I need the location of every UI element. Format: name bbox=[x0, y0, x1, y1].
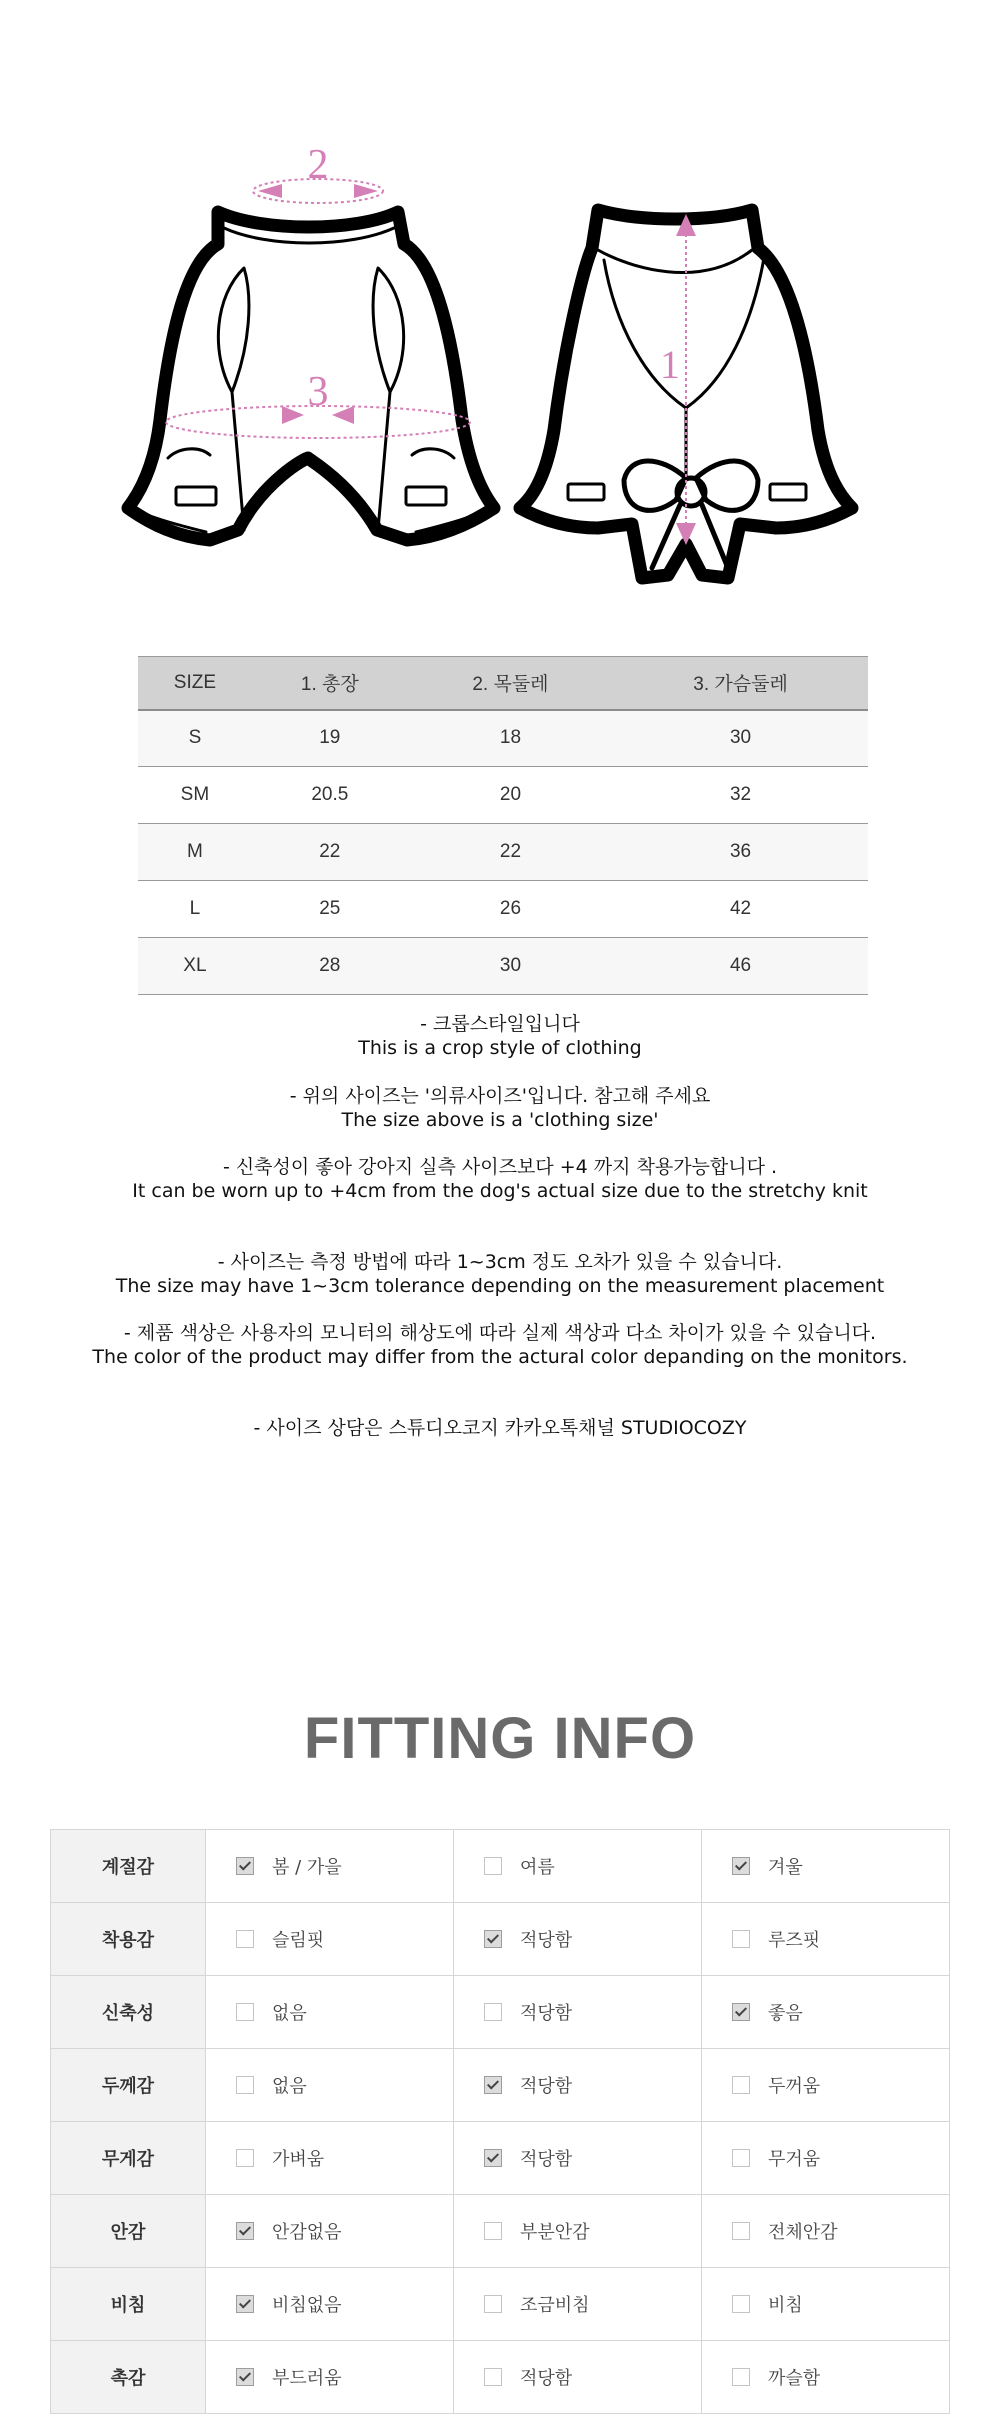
fitting-option[interactable] bbox=[702, 2341, 950, 2414]
option-label: 비침 bbox=[768, 2295, 803, 2316]
checkbox-icon[interactable] bbox=[236, 2076, 254, 2094]
fitting-option[interactable] bbox=[702, 1903, 950, 1976]
size-table bbox=[138, 656, 868, 995]
note-english: This is a crop style of clothing bbox=[358, 1037, 642, 1059]
fitting-option[interactable] bbox=[454, 2341, 702, 2414]
length-cell: 28 bbox=[252, 938, 408, 995]
length-cell: 20.5 bbox=[252, 767, 408, 824]
neck-cell: 18 bbox=[408, 710, 613, 767]
fitting-row-thickness bbox=[51, 2049, 950, 2122]
header-length: 1. 총장 bbox=[252, 657, 408, 710]
note-color bbox=[0, 1321, 1000, 1369]
checkbox-icon[interactable] bbox=[236, 2295, 254, 2313]
note-english: It can be worn up to +4cm from the dog's actual size due to the stretchy knit bbox=[132, 1180, 868, 1202]
fitting-option[interactable] bbox=[206, 2195, 454, 2268]
fitting-option[interactable] bbox=[454, 2122, 702, 2195]
option-label: 부분안감 bbox=[520, 2222, 590, 2243]
neck-cell: 22 bbox=[408, 824, 613, 881]
note-consult bbox=[0, 1416, 1000, 1440]
note-english: The size above is a 'clothing size' bbox=[341, 1109, 659, 1131]
length-measure-label: 1 bbox=[660, 342, 680, 387]
neck-measure-label: 2 bbox=[307, 142, 329, 188]
checkbox-icon[interactable] bbox=[236, 2368, 254, 2386]
checkbox-icon[interactable] bbox=[732, 2076, 750, 2094]
garment-size-diagram bbox=[0, 0, 1000, 630]
size-cell: L bbox=[138, 881, 252, 938]
note-korean: - 신축성이 좋아 강아지 실측 사이즈보다 +4 까지 착용가능합니다 . bbox=[222, 1156, 778, 1178]
fitting-option[interactable] bbox=[206, 1903, 454, 1976]
fitting-category: 착용감 bbox=[51, 1903, 206, 1976]
checkbox-icon[interactable] bbox=[236, 2222, 254, 2240]
fitting-category: 두께감 bbox=[51, 2049, 206, 2122]
option-label: 없음 bbox=[272, 2076, 307, 2097]
option-label: 비침없음 bbox=[272, 2295, 342, 2316]
fitting-row-season bbox=[51, 1830, 950, 1903]
checkbox-icon[interactable] bbox=[484, 1857, 502, 1875]
checkbox-icon[interactable] bbox=[484, 2003, 502, 2021]
checkbox-icon[interactable] bbox=[732, 2003, 750, 2021]
size-row bbox=[138, 824, 868, 881]
option-label: 여름 bbox=[520, 1857, 555, 1878]
checkbox-icon[interactable] bbox=[484, 2222, 502, 2240]
fitting-option[interactable] bbox=[454, 1903, 702, 1976]
fitting-option[interactable] bbox=[702, 2195, 950, 2268]
length-cell: 22 bbox=[252, 824, 408, 881]
size-cell: SM bbox=[138, 767, 252, 824]
fitting-category: 무게감 bbox=[51, 2122, 206, 2195]
fitting-option[interactable] bbox=[454, 2049, 702, 2122]
option-label: 가벼움 bbox=[272, 2149, 325, 2170]
neck-cell: 26 bbox=[408, 881, 613, 938]
option-label: 적당함 bbox=[520, 2076, 573, 2097]
checkbox-icon[interactable] bbox=[484, 2149, 502, 2167]
option-label: 슬림핏 bbox=[272, 1930, 325, 1951]
option-label: 적당함 bbox=[520, 2368, 573, 2389]
option-label: 적당함 bbox=[520, 2003, 573, 2024]
size-row bbox=[138, 767, 868, 824]
option-label: 겨울 bbox=[768, 1857, 803, 1878]
option-label: 전체안감 bbox=[768, 2222, 838, 2243]
option-label: 안감없음 bbox=[272, 2222, 342, 2243]
option-label: 무거움 bbox=[768, 2149, 821, 2170]
size-cell: M bbox=[138, 824, 252, 881]
fitting-option[interactable] bbox=[206, 2049, 454, 2122]
checkbox-icon[interactable] bbox=[732, 1857, 750, 1875]
fitting-option[interactable] bbox=[702, 1976, 950, 2049]
fitting-row-fit bbox=[51, 1903, 950, 1976]
length-cell: 25 bbox=[252, 881, 408, 938]
note-korean: - 위의 사이즈는 '의류사이즈'입니다. 참고해 주세요 bbox=[289, 1085, 711, 1107]
size-row bbox=[138, 881, 868, 938]
option-label: 적당함 bbox=[520, 2149, 573, 2170]
chest-cell: 30 bbox=[613, 710, 868, 767]
fitting-option[interactable] bbox=[702, 2268, 950, 2341]
neck-cell: 20 bbox=[408, 767, 613, 824]
option-label: 좋음 bbox=[768, 2003, 803, 2024]
header-neck: 2. 목둘레 bbox=[408, 657, 613, 710]
fitting-option[interactable] bbox=[702, 2122, 950, 2195]
option-label: 없음 bbox=[272, 2003, 307, 2024]
length-cell: 19 bbox=[252, 710, 408, 767]
chest-cell: 32 bbox=[613, 767, 868, 824]
note-english: The size may have 1~3cm tolerance depending on the measurement placement bbox=[115, 1275, 885, 1297]
header-chest: 3. 가슴둘레 bbox=[613, 657, 868, 710]
chest-cell: 36 bbox=[613, 824, 868, 881]
fitting-info-table bbox=[50, 1829, 950, 2414]
checkbox-icon[interactable] bbox=[236, 2003, 254, 2021]
checkbox-icon[interactable] bbox=[236, 2149, 254, 2167]
fitting-option[interactable] bbox=[206, 2122, 454, 2195]
checkbox-icon[interactable] bbox=[732, 2368, 750, 2386]
fitting-option[interactable] bbox=[702, 1830, 950, 1903]
neck-cell: 30 bbox=[408, 938, 613, 995]
fitting-option[interactable] bbox=[206, 1976, 454, 2049]
size-row bbox=[138, 938, 868, 995]
option-label: 봄 / 가을 bbox=[272, 1857, 342, 1878]
checkbox-icon[interactable] bbox=[732, 1930, 750, 1948]
fitting-option[interactable] bbox=[702, 2049, 950, 2122]
fitting-option[interactable] bbox=[206, 2341, 454, 2414]
note-clothing-size bbox=[0, 1084, 1000, 1132]
fitting-option[interactable] bbox=[454, 2268, 702, 2341]
checkbox-icon[interactable] bbox=[732, 2149, 750, 2167]
size-cell: S bbox=[138, 710, 252, 767]
option-label: 루즈핏 bbox=[768, 1930, 821, 1951]
checkbox-icon[interactable] bbox=[236, 1857, 254, 1875]
header-size: SIZE bbox=[138, 657, 252, 710]
size-table-header-row bbox=[138, 657, 868, 710]
fitting-option[interactable] bbox=[206, 2268, 454, 2341]
note-english: The color of the product may differ from the actural color depanding on the monitors. bbox=[92, 1346, 908, 1368]
checkbox-icon[interactable] bbox=[732, 2295, 750, 2313]
option-label: 두꺼움 bbox=[768, 2076, 821, 2097]
note-korean: - 제품 색상은 사용자의 모니터의 해상도에 따라 실제 색상과 다소 차이가 있을 수 있습니다. bbox=[123, 1322, 877, 1344]
fitting-category: 계절감 bbox=[51, 1830, 206, 1903]
fitting-category: 비침 bbox=[51, 2268, 206, 2341]
note-korean: - 사이즈 상담은 스튜디오코지 카카오톡채널 STUDIOCOZY bbox=[253, 1417, 747, 1439]
note-korean: - 크롭스타일입니다 bbox=[420, 1013, 580, 1035]
note-stretch bbox=[0, 1155, 1000, 1203]
chest-cell: 46 bbox=[613, 938, 868, 995]
checkbox-icon[interactable] bbox=[484, 1930, 502, 1948]
option-label: 조금비침 bbox=[520, 2295, 590, 2316]
checkbox-icon[interactable] bbox=[732, 2222, 750, 2240]
option-label: 적당함 bbox=[520, 1930, 573, 1951]
chest-measure-label: 3 bbox=[307, 369, 329, 415]
fitting-option[interactable] bbox=[454, 1976, 702, 2049]
checkbox-icon[interactable] bbox=[484, 2295, 502, 2313]
fitting-row-stretch bbox=[51, 1976, 950, 2049]
fitting-category: 안감 bbox=[51, 2195, 206, 2268]
option-label: 부드러움 bbox=[272, 2368, 342, 2389]
fitting-row-sheerness bbox=[51, 2268, 950, 2341]
fitting-option[interactable] bbox=[454, 2195, 702, 2268]
size-cell: XL bbox=[138, 938, 252, 995]
chest-cell: 42 bbox=[613, 881, 868, 938]
checkbox-icon[interactable] bbox=[484, 2368, 502, 2386]
fitting-option[interactable] bbox=[454, 1830, 702, 1903]
fitting-info-title: FITTING INFO bbox=[303, 1706, 697, 1771]
fitting-row-texture bbox=[51, 2341, 950, 2414]
note-tolerance bbox=[0, 1250, 1000, 1298]
note-crop-style bbox=[0, 1012, 1000, 1060]
checkbox-icon[interactable] bbox=[236, 1930, 254, 1948]
fitting-row-lining bbox=[51, 2195, 950, 2268]
fitting-category: 촉감 bbox=[51, 2341, 206, 2414]
fitting-category: 신축성 bbox=[51, 1976, 206, 2049]
fitting-row-weight bbox=[51, 2122, 950, 2195]
size-row bbox=[138, 710, 868, 767]
option-label: 까슬함 bbox=[768, 2368, 821, 2389]
note-korean: - 사이즈는 측정 방법에 따라 1~3cm 정도 오차가 있을 수 있습니다. bbox=[217, 1251, 783, 1273]
fitting-option[interactable] bbox=[206, 1830, 454, 1903]
checkbox-icon[interactable] bbox=[484, 2076, 502, 2094]
